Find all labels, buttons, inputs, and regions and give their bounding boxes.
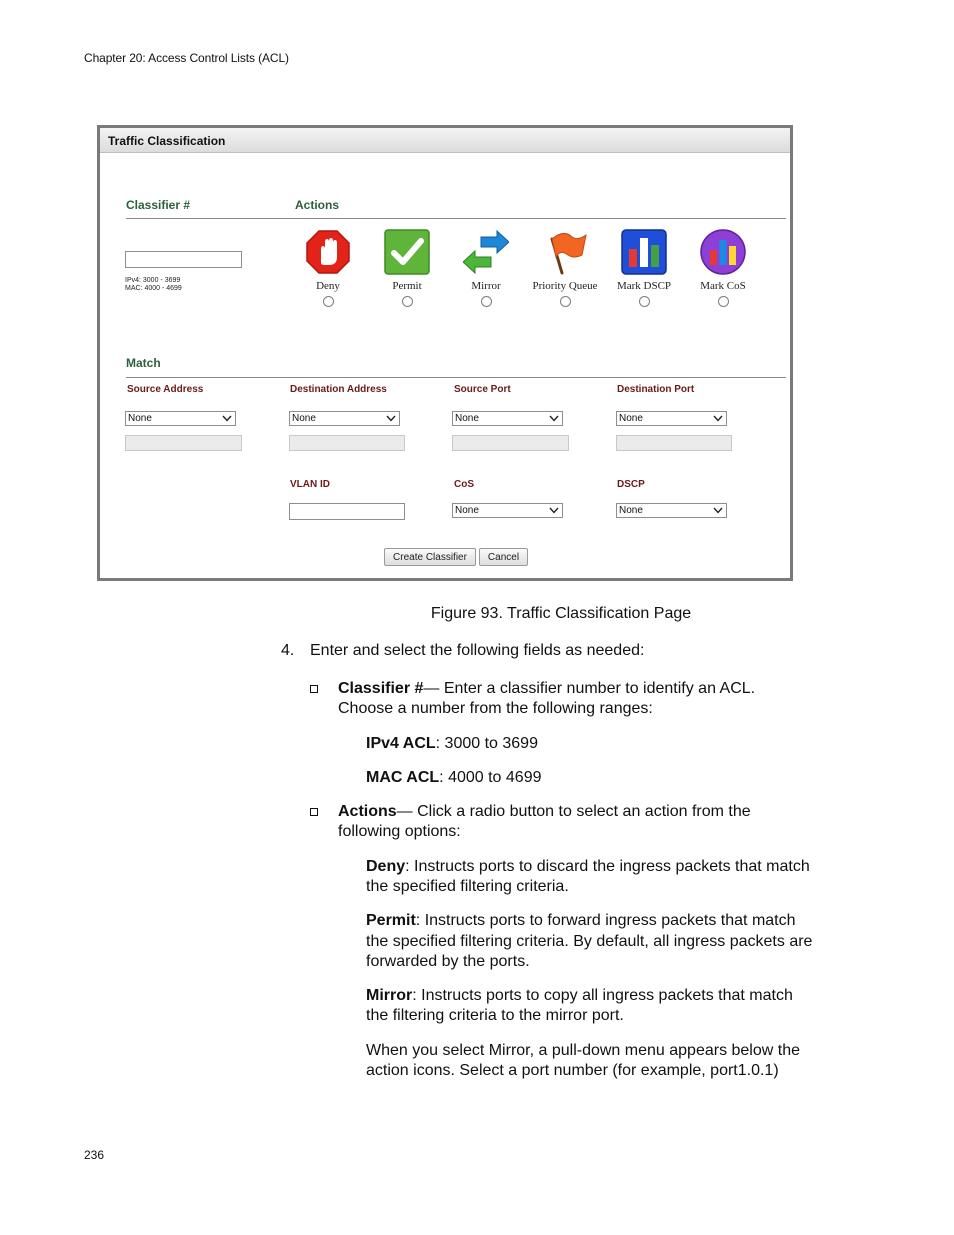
action-deny-label: Deny — [316, 280, 340, 292]
figure-caption: Figure 93. Traffic Classification Page — [430, 605, 692, 622]
action-mark-dscp — [609, 229, 679, 307]
destination-address-value: None — [292, 413, 316, 424]
action-mirror-radio[interactable] — [481, 296, 492, 307]
ipv4-acl-range: : 3000 to 3699 — [435, 735, 538, 752]
deny-desc-1: : Instructs ports to discard the ingress packets that match — [405, 858, 810, 875]
action-deny-radio[interactable] — [323, 296, 334, 307]
chevron-down-icon — [713, 505, 723, 516]
dscp-value: None — [619, 505, 643, 516]
actions-term: Actions — [338, 803, 397, 820]
bar-chart-circle-icon — [700, 229, 746, 275]
mirror-line1 — [366, 986, 793, 1006]
header-rule — [126, 218, 786, 219]
source-address-select[interactable] — [125, 411, 236, 426]
permit-desc-1: : Instructs ports to forward ingress packets that match — [415, 912, 796, 929]
destination-address-label: Destination Address — [290, 384, 387, 395]
dscp-label: DSCP — [617, 479, 645, 490]
destination-address-input[interactable] — [289, 435, 405, 451]
ipv4-acl-term: IPv4 ACL — [366, 735, 436, 752]
chevron-down-icon — [386, 413, 396, 424]
deny-line1 — [366, 857, 810, 877]
running-header: Chapter 20: Access Control Lists (ACL) — [84, 51, 289, 65]
bullet-square-icon — [310, 685, 318, 693]
action-permit-radio[interactable] — [402, 296, 413, 307]
classifier-input[interactable] — [125, 251, 242, 268]
vlan-id-input[interactable] — [289, 503, 405, 520]
actions-desc-2: following options: — [338, 823, 461, 840]
stop-hand-icon — [305, 229, 351, 275]
destination-port-select[interactable] — [616, 411, 727, 426]
action-mark-cos-label: Mark CoS — [700, 280, 746, 292]
flag-icon — [542, 229, 588, 275]
permit-line1 — [366, 911, 796, 931]
classifier-bullet-line1 — [338, 679, 755, 699]
classifier-desc-2: Choose a number from the following ranges: — [338, 700, 653, 717]
action-mark-cos — [688, 229, 758, 307]
classifier-term: Classifier # — [338, 680, 424, 697]
traffic-classification-window — [97, 125, 793, 581]
permit-desc-3: forwarded by the ports. — [366, 953, 530, 970]
cancel-button[interactable]: Cancel — [479, 548, 528, 566]
permit-term: Permit — [366, 912, 416, 929]
action-mark-dscp-radio[interactable] — [639, 296, 650, 307]
actions-heading: Actions — [295, 198, 340, 212]
vlan-id-label: VLAN ID — [290, 479, 330, 490]
mac-acl-range: : 4000 to 4699 — [439, 769, 542, 786]
classifier-desc-1: — Enter a classifier number to identify an ACL. — [423, 680, 756, 697]
source-port-select[interactable] — [452, 411, 563, 426]
actions-bullet-line1 — [338, 802, 751, 822]
classifier-hint-ipv4: IPv4: 3000 - 3699 — [125, 277, 181, 284]
chevron-down-icon — [549, 413, 559, 424]
classifier-hint-mac: MAC: 4000 - 4699 — [125, 285, 182, 292]
action-priority-queue-label: Priority Queue — [532, 280, 598, 292]
action-mirror — [451, 229, 521, 307]
classifier-heading: Classifier # — [126, 198, 191, 212]
destination-port-label: Destination Port — [617, 384, 695, 395]
destination-address-select[interactable] — [289, 411, 400, 426]
ipv4-acl-line — [366, 734, 538, 754]
chevron-down-icon — [549, 505, 559, 516]
mac-acl-line — [366, 768, 541, 788]
match-heading: Match — [126, 356, 161, 370]
mirror-note-2: action icons. Select a port number (for example, port1.0.1) — [366, 1062, 779, 1079]
cos-value: None — [455, 505, 479, 516]
action-mirror-label: Mirror — [471, 280, 501, 292]
bar-chart-icon — [621, 229, 667, 275]
checkmark-icon — [384, 229, 430, 275]
action-priority-queue — [530, 229, 600, 307]
destination-port-input[interactable] — [616, 435, 732, 451]
actions-desc-1: — Click a radio button to select an action from the — [396, 803, 751, 820]
window-title: Traffic Classification — [100, 128, 790, 153]
source-address-label: Source Address — [127, 384, 204, 395]
step-number: 4. — [281, 642, 295, 659]
action-permit — [372, 229, 442, 307]
cos-select[interactable] — [452, 503, 563, 518]
source-port-label: Source Port — [454, 384, 511, 395]
bullet-square-icon — [310, 808, 318, 816]
deny-desc-2: the specified filtering criteria. — [366, 878, 569, 895]
action-deny — [293, 229, 363, 307]
source-port-value: None — [455, 413, 479, 424]
mirror-term: Mirror — [366, 987, 413, 1004]
source-address-value: None — [128, 413, 152, 424]
deny-term: Deny — [366, 858, 406, 875]
destination-port-value: None — [619, 413, 643, 424]
chevron-down-icon — [222, 413, 232, 424]
permit-desc-2: the specified filtering criteria. By default, all ingress packets are — [366, 933, 813, 950]
mac-acl-term: MAC ACL — [366, 769, 440, 786]
action-mark-dscp-label: Mark DSCP — [616, 280, 672, 292]
mirror-desc-1: : Instructs ports to copy all ingress packets that match — [412, 987, 793, 1004]
create-classifier-button[interactable]: Create Classifier — [384, 548, 476, 566]
action-permit-label: Permit — [392, 280, 422, 292]
action-priority-queue-radio[interactable] — [560, 296, 571, 307]
source-port-input[interactable] — [452, 435, 569, 451]
step-text: Enter and select the following fields as needed: — [310, 642, 645, 659]
mirror-desc-2: the filtering criteria to the mirror port. — [366, 1007, 624, 1024]
cos-label: CoS — [454, 479, 474, 490]
action-mark-cos-radio[interactable] — [718, 296, 729, 307]
page-number: 236 — [84, 1148, 105, 1162]
chevron-down-icon — [713, 413, 723, 424]
match-rule — [126, 377, 786, 378]
dscp-select[interactable] — [616, 503, 727, 518]
source-address-input[interactable] — [125, 435, 242, 451]
mirror-note-1: When you select Mirror, a pull-down menu appears below the — [366, 1042, 800, 1059]
mirror-arrows-icon — [463, 229, 509, 275]
